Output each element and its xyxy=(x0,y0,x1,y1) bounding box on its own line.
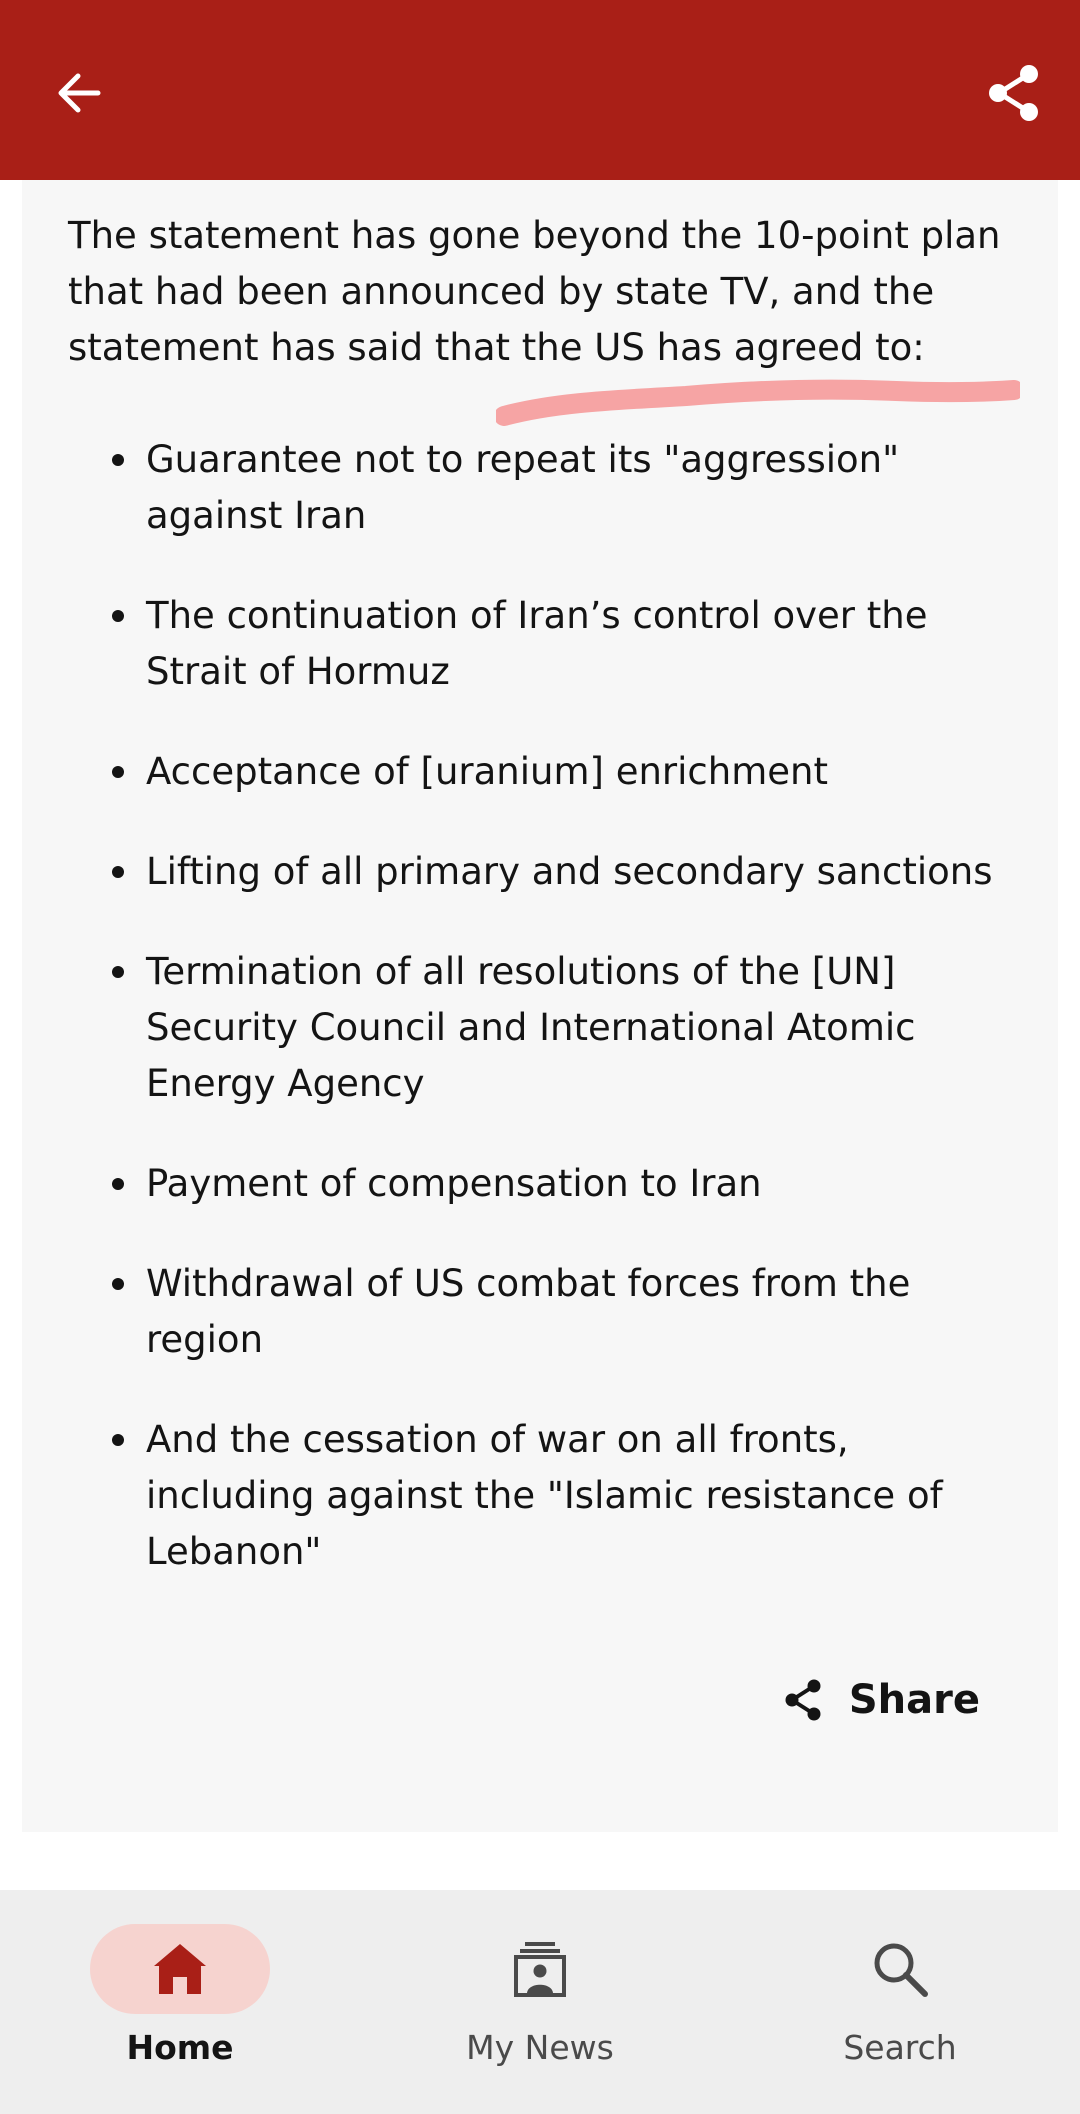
share-post-button[interactable] xyxy=(783,1670,980,1730)
bullet-dot xyxy=(112,1434,124,1446)
share-label: Share xyxy=(848,1677,980,1723)
bullet-dot xyxy=(112,610,124,622)
list-item: Payment of compensation to Iran xyxy=(68,1156,1028,1212)
back-button[interactable] xyxy=(44,58,114,128)
share-article-button[interactable] xyxy=(976,56,1050,130)
bottom-navigation xyxy=(0,1890,1080,2114)
list-item: Lifting of all primary and secondary sanctions xyxy=(68,844,1028,900)
my-news-icon xyxy=(513,1940,567,1998)
arrow-left-icon xyxy=(54,68,104,118)
nav-my-news-label: My News xyxy=(466,2028,614,2067)
nav-search-label: Search xyxy=(843,2028,957,2067)
nav-home[interactable] xyxy=(50,1924,310,2094)
bullet-dot xyxy=(112,1278,124,1290)
list-item: Termination of all resolutions of the [UN] Security Council and International Atomic Energy Agency xyxy=(68,944,1028,1112)
nav-search-pill xyxy=(810,1924,990,2014)
list-item: Withdrawal of US combat forces from the region xyxy=(68,1256,1028,1368)
bullet-dot xyxy=(112,1178,124,1190)
post-intro-text: The statement has gone beyond the 10-point plan that had been announced by state TV, and the statement has said that the US has agreed to: xyxy=(68,214,1001,369)
share-icon xyxy=(985,63,1041,123)
top-app-bar xyxy=(0,0,1080,180)
nav-my-news-pill xyxy=(450,1924,630,2014)
bullet-dot xyxy=(112,866,124,878)
list-item: Guarantee not to repeat its "aggression" against Iran xyxy=(68,432,1028,544)
bullet-dot xyxy=(112,966,124,978)
list-item: Acceptance of [uranium] enrichment xyxy=(68,744,1028,800)
nav-home-pill xyxy=(90,1924,270,2014)
nav-home-label: Home xyxy=(126,2028,234,2067)
highlight-scribble xyxy=(496,378,1020,426)
bullet-dot xyxy=(112,454,124,466)
nav-my-news[interactable] xyxy=(410,1924,670,2094)
nav-search[interactable] xyxy=(770,1924,1030,2094)
demands-list xyxy=(68,432,1028,1624)
list-item: The continuation of Iran’s control over the Strait of Hormuz xyxy=(68,588,1028,700)
search-icon xyxy=(871,1940,929,1998)
list-item: And the cessation of war on all fronts, including against the "Islamic resistance of Lebanon" xyxy=(68,1412,1028,1580)
home-icon xyxy=(151,1941,209,1997)
share-icon xyxy=(783,1678,823,1722)
bullet-dot xyxy=(112,766,124,778)
